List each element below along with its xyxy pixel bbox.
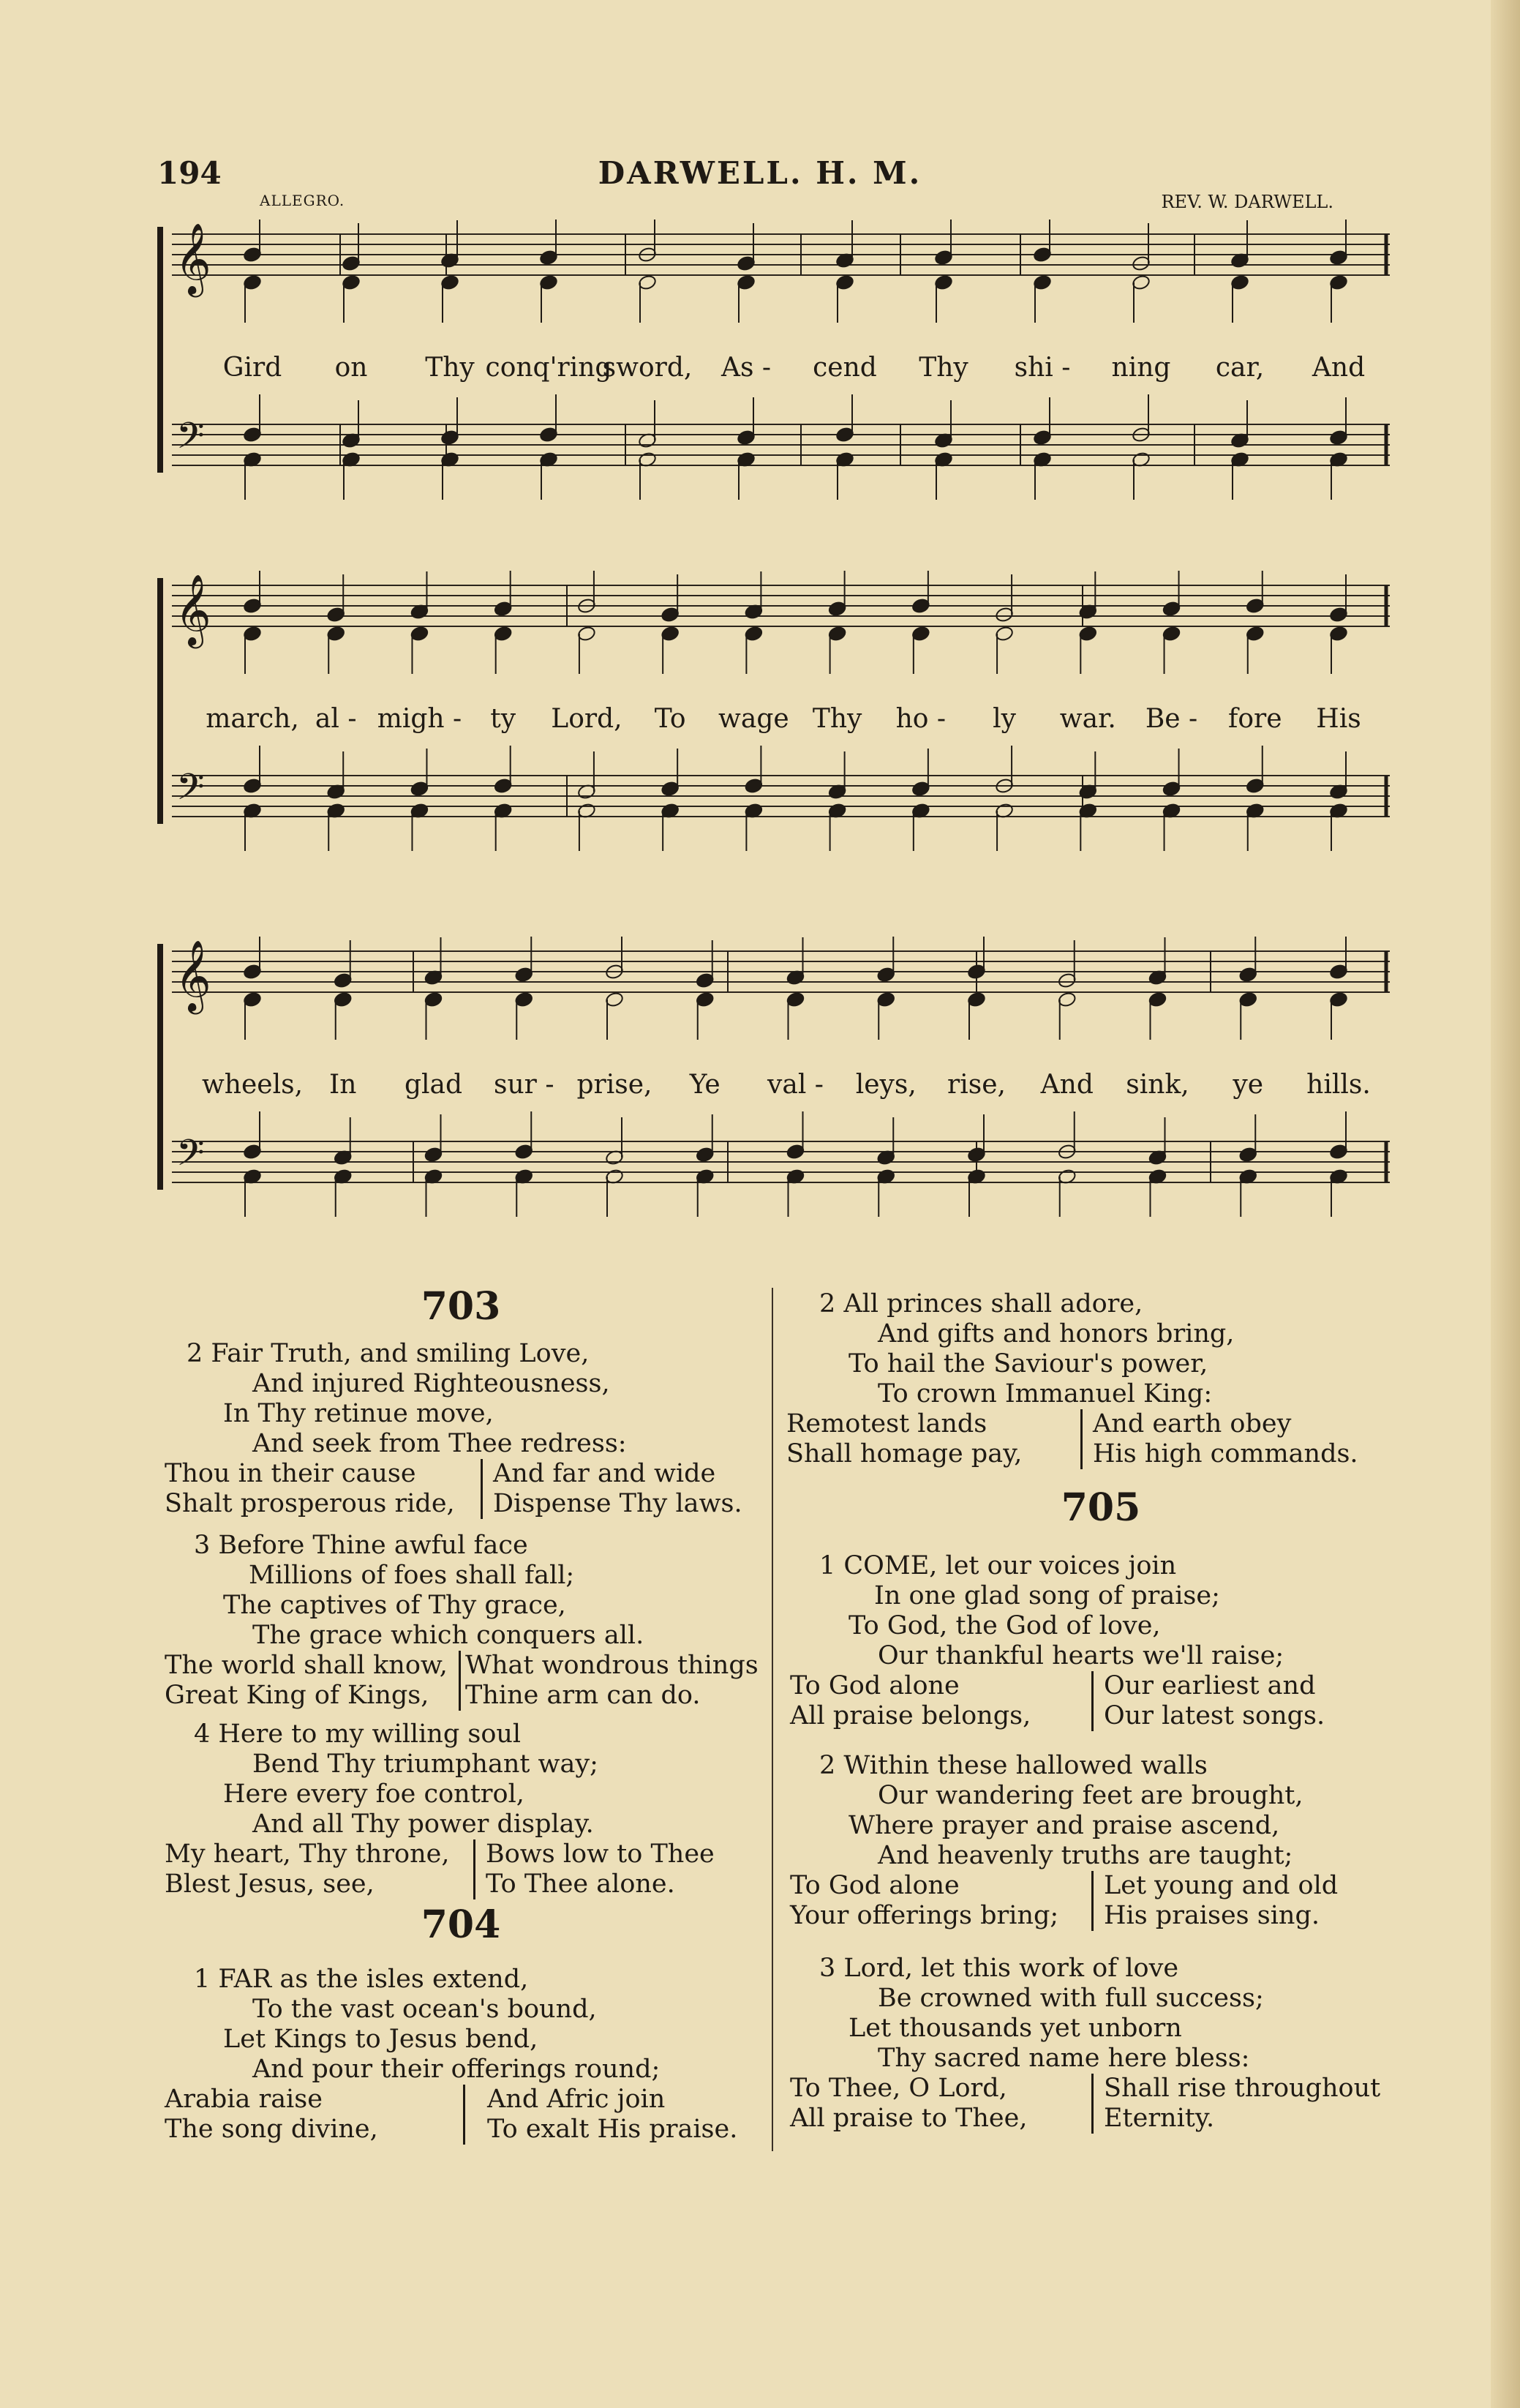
lyric-syllable: leys, bbox=[855, 1070, 917, 1100]
svg-text:𝄞: 𝄞 bbox=[175, 939, 211, 1011]
verse-line: And heavenly truths are taught; bbox=[878, 1841, 1293, 1870]
lyric-syllable: Be - bbox=[1145, 704, 1198, 734]
couplet bbox=[165, 1681, 759, 1711]
verse-line: And seek from Thee redress: bbox=[252, 1429, 627, 1458]
verse-line: To hail the Saviour's power, bbox=[849, 1349, 1208, 1379]
verse-line: 2 Within these hallowed walls bbox=[819, 1751, 1208, 1780]
lyric-syllable: wheels, bbox=[201, 1070, 304, 1100]
hymn-704-verse-2 bbox=[786, 1289, 1358, 1469]
svg-text:𝄢: 𝄢 bbox=[176, 415, 205, 466]
couplet-left: My heart, Thy throne, bbox=[165, 1839, 450, 1869]
svg-text:𝄢: 𝄢 bbox=[176, 766, 205, 817]
couplet-right: Our earliest and bbox=[1104, 1671, 1316, 1700]
verse-line: 3 Lord, let this work of love bbox=[819, 1954, 1179, 1983]
lyric-syllable: ty bbox=[490, 704, 516, 734]
lyric-syllable: As - bbox=[721, 353, 772, 383]
couplet-right: His high commands. bbox=[1093, 1439, 1358, 1469]
lyric-syllable: cend bbox=[813, 353, 877, 383]
verse-line: In Thy retinue move, bbox=[223, 1399, 494, 1428]
couplet-right: Thine arm can do. bbox=[465, 1681, 701, 1710]
couplet-right: Bows low to Thee bbox=[486, 1839, 715, 1869]
tempo-marking: ALLEGRO. bbox=[260, 192, 345, 209]
couplet bbox=[790, 2074, 1380, 2104]
hymn-703-verse-4 bbox=[165, 1719, 715, 1899]
verse-line: Let thousands yet unborn bbox=[849, 2014, 1182, 2043]
page-number: 194 bbox=[157, 155, 222, 191]
lyric-syllable: sur - bbox=[494, 1070, 554, 1100]
hymn-705-verse-2 bbox=[790, 1751, 1338, 1931]
lyric-syllable: His bbox=[1316, 704, 1361, 734]
couplet bbox=[790, 1871, 1338, 1901]
verse-line: To God, the God of love, bbox=[849, 1611, 1161, 1640]
couplet bbox=[165, 1839, 715, 1869]
music-system-3 bbox=[157, 937, 1390, 1229]
couplet-right: Dispense Thy laws. bbox=[493, 1489, 742, 1518]
couplet-left: Great King of Kings, bbox=[165, 1681, 429, 1710]
verse-line: In one glad song of praise; bbox=[874, 1581, 1220, 1610]
hymn-705-verse-1 bbox=[790, 1551, 1325, 1731]
verse-line: Let Kings to Jesus bend, bbox=[223, 2025, 538, 2054]
couplet bbox=[165, 2085, 737, 2115]
couplet-left: The world shall know, bbox=[165, 1651, 448, 1680]
couplet-left: To God alone bbox=[790, 1871, 960, 1900]
tune-title: DARWELL. H. M. bbox=[598, 155, 922, 191]
lyric-syllable: Gird bbox=[222, 353, 282, 383]
hymn-703-verse-3 bbox=[165, 1531, 759, 1711]
couplet-left: Your offerings bring; bbox=[790, 1901, 1059, 1930]
couplet bbox=[786, 1409, 1358, 1439]
verse-line: Be crowned with full success; bbox=[878, 1984, 1264, 2013]
verse-line: 3 Before Thine awful face bbox=[194, 1531, 528, 1560]
couplet bbox=[165, 2115, 737, 2145]
couplet-left: All praise to Thee, bbox=[790, 2104, 1028, 2133]
couplet-right: And Afric join bbox=[487, 2085, 666, 2114]
lyric-syllable: And bbox=[1312, 353, 1366, 383]
hymn-number-704: 704 bbox=[421, 1902, 501, 1947]
verse-line: 1 COME, let our voices join bbox=[819, 1551, 1177, 1580]
couplet bbox=[165, 1459, 742, 1489]
lyric-syllable: fore bbox=[1228, 704, 1282, 734]
couplet-right: Let young and old bbox=[1104, 1871, 1339, 1900]
hymn-number-703: 703 bbox=[421, 1284, 501, 1329]
verse-line: The captives of Thy grace, bbox=[223, 1591, 566, 1620]
verse-line: 1 FAR as the isles extend, bbox=[194, 1965, 529, 1994]
couplet bbox=[165, 1489, 742, 1519]
lyric-syllable: ning bbox=[1111, 353, 1171, 383]
couplet bbox=[790, 2104, 1380, 2134]
couplet-left: Arabia raise bbox=[165, 2085, 323, 2114]
lyric-syllable: wage bbox=[718, 704, 789, 734]
couplet-right: To Thee alone. bbox=[486, 1869, 675, 1899]
couplet-left: To God alone bbox=[790, 1671, 960, 1700]
verse-line: Where prayer and praise ascend, bbox=[849, 1811, 1280, 1840]
couplet bbox=[165, 1869, 715, 1899]
lyric-syllable: Ye bbox=[689, 1070, 721, 1100]
verse-line: And injured Righteousness, bbox=[252, 1369, 610, 1398]
lyric-syllable: war. bbox=[1059, 704, 1116, 734]
page-edge bbox=[1491, 0, 1520, 2408]
verse-line: And pour their offerings round; bbox=[252, 2055, 661, 2084]
couplet-right: To exalt His praise. bbox=[487, 2115, 738, 2144]
verse-line: And all Thy power display. bbox=[252, 1809, 594, 1839]
verse-line: 2 All princes shall adore, bbox=[819, 1289, 1143, 1319]
lyric-syllable: val - bbox=[767, 1070, 824, 1100]
verse-line: Our thankful hearts we'll raise; bbox=[878, 1641, 1284, 1670]
couplet bbox=[790, 1671, 1325, 1701]
couplet-left: Thou in their cause bbox=[165, 1459, 416, 1488]
lyric-syllable: rise, bbox=[947, 1070, 1006, 1100]
verse-line: 4 Here to my willing soul bbox=[194, 1719, 522, 1749]
hymn-number-705: 705 bbox=[1061, 1485, 1141, 1530]
lyric-syllable: ho - bbox=[895, 704, 947, 734]
lyric-syllable: on bbox=[334, 353, 368, 383]
lyric-syllable: conq'ring bbox=[485, 353, 612, 383]
verse-line: 2 Fair Truth, and smiling Love, bbox=[187, 1339, 590, 1368]
couplet-left: Blest Jesus, see, bbox=[165, 1869, 375, 1899]
lyric-syllable: Thy bbox=[919, 353, 968, 383]
lyric-syllable: al - bbox=[315, 704, 357, 734]
verse-line: Here every foe control, bbox=[223, 1779, 524, 1809]
couplet-left: All praise belongs, bbox=[790, 1701, 1031, 1730]
verse-line: To the vast ocean's bound, bbox=[252, 1995, 597, 2024]
lyric-syllable: sink, bbox=[1126, 1070, 1189, 1100]
lyric-syllable: In bbox=[329, 1070, 357, 1100]
couplet-right: And earth obey bbox=[1093, 1409, 1292, 1439]
lyric-syllable: And bbox=[1040, 1070, 1094, 1100]
verse-line: Bend Thy triumphant way; bbox=[252, 1749, 598, 1779]
couplet-right: What wondrous things bbox=[465, 1651, 759, 1680]
couplet-right: His praises sing. bbox=[1104, 1901, 1320, 1930]
couplet-left: Shall homage pay, bbox=[786, 1439, 1023, 1469]
lyric-syllable: ly bbox=[993, 704, 1016, 734]
verse-line: And gifts and honors bring, bbox=[878, 1319, 1235, 1349]
music-system-2 bbox=[157, 571, 1390, 863]
verse-line: Thy sacred name here bless: bbox=[878, 2044, 1250, 2073]
verse-line: Millions of foes shall fall; bbox=[249, 1561, 575, 1590]
couplet-left: The song divine, bbox=[165, 2115, 378, 2144]
verse-line: The grace which conquers all. bbox=[252, 1621, 644, 1650]
couplet bbox=[790, 1901, 1338, 1931]
lyric-syllable: Thy bbox=[812, 704, 862, 734]
music-system-1 bbox=[157, 220, 1390, 512]
couplet-right: Eternity. bbox=[1104, 2104, 1215, 2133]
hymn-703-verse-2 bbox=[165, 1339, 742, 1519]
verse-line: To crown Immanuel King: bbox=[878, 1379, 1213, 1409]
lyric-syllable: shi - bbox=[1014, 353, 1071, 383]
couplet-left: Remotest lands bbox=[786, 1409, 987, 1439]
lyric-syllable: glad bbox=[404, 1070, 463, 1100]
couplet-left: To Thee, O Lord, bbox=[790, 2074, 1007, 2103]
svg-text:𝄞: 𝄞 bbox=[175, 222, 211, 294]
couplet-left: Shalt prosperous ride, bbox=[165, 1489, 455, 1518]
lyric-syllable: prise, bbox=[576, 1070, 652, 1100]
lyric-syllable: ye bbox=[1233, 1070, 1264, 1100]
couplet-right: Our latest songs. bbox=[1104, 1701, 1325, 1730]
lyric-syllable: march, bbox=[206, 704, 299, 734]
svg-text:𝄢: 𝄢 bbox=[176, 1132, 205, 1183]
lyric-syllable: Thy bbox=[425, 353, 475, 383]
couplet bbox=[790, 1701, 1325, 1731]
hymn-704-verse-1 bbox=[165, 1965, 737, 2145]
couplet bbox=[786, 1439, 1358, 1469]
column-divider bbox=[772, 1288, 773, 2151]
lyric-syllable: migh - bbox=[377, 704, 462, 734]
svg-text:𝄞: 𝄞 bbox=[175, 574, 211, 645]
lyric-syllable: Lord, bbox=[551, 704, 622, 734]
couplet-right: Shall rise throughout bbox=[1104, 2074, 1381, 2103]
hymn-705-verse-3 bbox=[790, 1954, 1380, 2134]
lyric-syllable: car, bbox=[1215, 353, 1265, 383]
lyric-syllable: sword, bbox=[602, 353, 693, 383]
verse-line: Our wandering feet are brought, bbox=[878, 1781, 1303, 1810]
composer-credit: REV. W. DARWELL. bbox=[1161, 192, 1333, 212]
lyric-syllable: hills. bbox=[1306, 1070, 1371, 1100]
couplet bbox=[165, 1651, 759, 1681]
lyric-syllable: To bbox=[654, 704, 686, 734]
couplet-right: And far and wide bbox=[493, 1459, 716, 1488]
